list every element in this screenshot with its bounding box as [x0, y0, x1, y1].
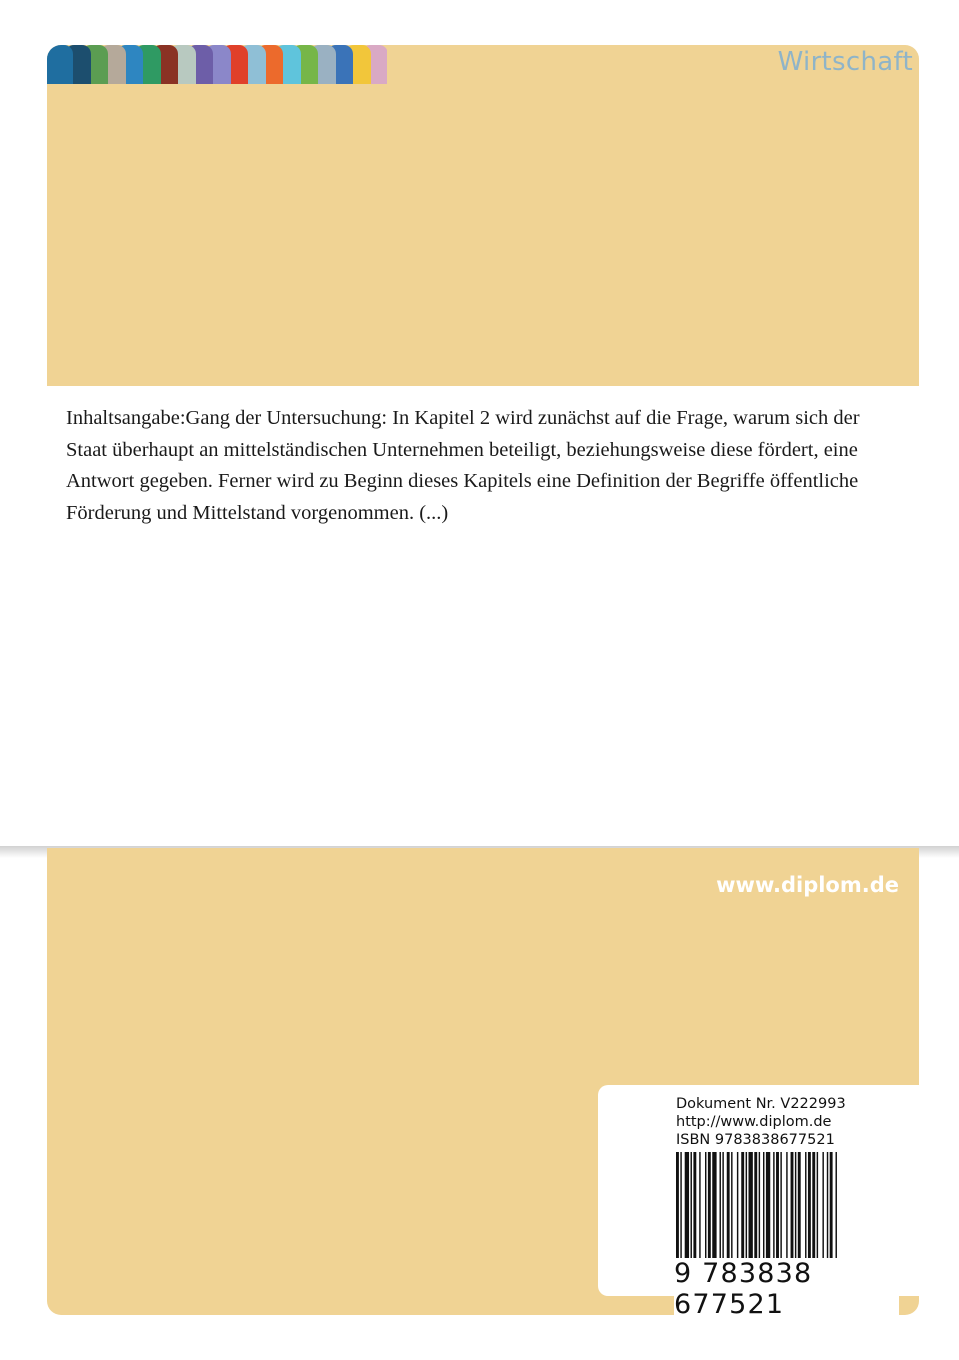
category-label: Wirtschaft: [777, 47, 913, 77]
barcode-bar: [759, 1152, 760, 1264]
barcode-bar: [727, 1152, 730, 1264]
barcode-bar: [776, 1152, 779, 1264]
barcode-bar: [699, 1152, 700, 1264]
barcode-bar: [754, 1152, 757, 1264]
publisher-website[interactable]: www.diplom.de: [716, 873, 899, 897]
document-url[interactable]: http://www.diplom.de: [676, 1114, 832, 1130]
barcode-bar: [720, 1152, 721, 1264]
color-tab: [47, 45, 73, 84]
barcode-bar: [836, 1152, 837, 1264]
barcode-bar: [676, 1152, 679, 1264]
barcode-bar: [685, 1152, 689, 1264]
barcode-bar: [705, 1152, 706, 1264]
book-description: Inhaltsangabe:Gang der Untersuchung: In Kapitel 2 wird zunächst auf die Frage, warum sich der Staat überhaupt an mittelständischen Unternehmen beteiligt, beziehungsweise diese fördert, eine Antwort gegeben. Ferner wird zu Beginn dieses Kapitels eine Definition der Begriffe öffentliche Förderung und Mittelstand vorgenommen. (...): [66, 407, 860, 524]
barcode-bar: [798, 1152, 801, 1264]
barcode-bar: [741, 1152, 744, 1264]
barcode-bar: [749, 1152, 753, 1264]
barcode-bar: [766, 1152, 770, 1264]
barcode-bar: [737, 1152, 738, 1264]
barcode-bar: [763, 1152, 764, 1264]
barcode-bar: [708, 1152, 711, 1264]
barcode-bar: [812, 1152, 815, 1264]
barcode-bar: [712, 1152, 716, 1264]
isbn-barcode: [676, 1152, 901, 1264]
barcode-bar: [773, 1152, 774, 1264]
barcode-bar: [805, 1152, 806, 1264]
barcode-bar: [808, 1152, 811, 1264]
barcode-bar: [827, 1152, 828, 1264]
barcode-bar: [680, 1152, 681, 1264]
barcode-bar: [830, 1152, 833, 1264]
top-color-panel: [47, 45, 919, 386]
barcode-bar: [731, 1152, 732, 1264]
document-number: Dokument Nr. V222993: [676, 1096, 846, 1112]
barcode-bar: [746, 1152, 747, 1264]
color-tab-strip: [47, 45, 387, 84]
barcode-bar: [795, 1152, 796, 1264]
barcode-bar: [786, 1152, 787, 1264]
isbn-label: ISBN 9783838677521: [676, 1132, 835, 1148]
barcode-digits: 9 783838 677521: [674, 1258, 899, 1320]
barcode-bar: [822, 1152, 823, 1264]
barcode-bar: [722, 1152, 723, 1264]
barcode-bar: [780, 1152, 781, 1264]
barcode-bar: [791, 1152, 794, 1264]
barcode-bar: [693, 1152, 696, 1264]
barcode-bar: [817, 1152, 818, 1264]
barcode-bar: [691, 1152, 692, 1264]
